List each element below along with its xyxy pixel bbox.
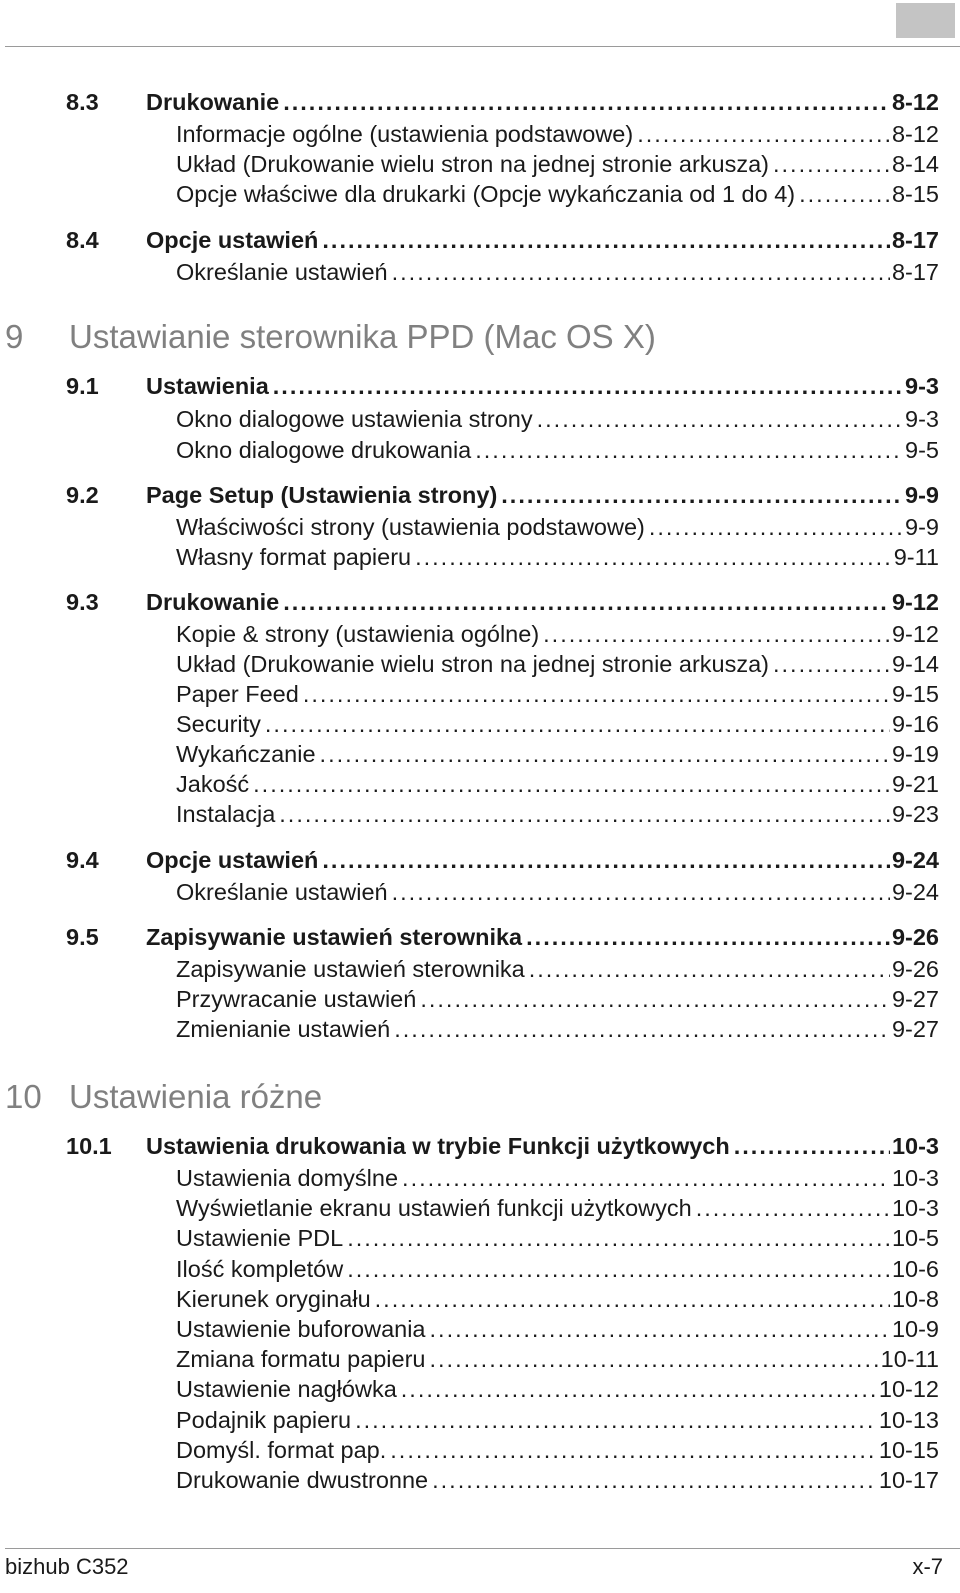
toc-entry[interactable] <box>176 741 939 768</box>
toc-section-9-1[interactable] <box>66 373 939 400</box>
section-title: Drukowanie <box>146 89 280 115</box>
entry-title: Jakość <box>176 771 250 797</box>
page-number: 9-5 <box>905 437 939 463</box>
page-number: 9-14 <box>891 651 939 677</box>
footer-product-name: bizhub C352 <box>5 1554 129 1579</box>
dot-leader <box>415 544 892 571</box>
toc-entry[interactable] <box>176 621 939 648</box>
page-number: 9-12 <box>891 589 939 615</box>
toc-entry[interactable] <box>176 1346 939 1373</box>
page-number: 9-27 <box>891 986 939 1012</box>
section-number: 8.4 <box>66 227 99 253</box>
chapter-title: Ustawienia różne <box>69 1078 323 1115</box>
page-number: 8-15 <box>891 181 939 207</box>
entry-title: Drukowanie dwustronne <box>176 1467 429 1493</box>
toc-entry[interactable] <box>176 711 939 738</box>
page-number: 9-19 <box>891 741 939 767</box>
dot-leader <box>430 1316 890 1343</box>
toc-entry[interactable] <box>176 986 939 1013</box>
page-number: 9-21 <box>891 771 939 797</box>
page-number: 10-15 <box>878 1437 939 1463</box>
toc-section-9-4[interactable] <box>66 847 939 874</box>
page-number: 8-14 <box>891 151 939 177</box>
page-number: 8-17 <box>891 227 939 253</box>
toc-section-9-5[interactable] <box>66 924 939 951</box>
toc-entry[interactable] <box>176 1016 939 1043</box>
entry-title: Kopie & strony (ustawienia ogólne) <box>176 621 540 647</box>
page-number: 9-24 <box>891 847 939 873</box>
dot-leader <box>322 847 890 874</box>
toc-entry[interactable] <box>176 1437 939 1464</box>
dot-leader <box>734 1133 890 1160</box>
chapter-title: Ustawianie sterownika PPD (Mac OS X) <box>69 318 656 355</box>
entry-title: Ustawienie buforowania <box>176 1316 426 1342</box>
section-title: Zapisywanie ustawień sterownika <box>146 924 523 950</box>
page-number: 10-13 <box>878 1407 939 1433</box>
entry-title: Kierunek oryginału <box>176 1286 371 1312</box>
entry-title: Ustawienie PDL <box>176 1225 344 1251</box>
toc-entry[interactable] <box>176 181 939 208</box>
entry-title: Zmiana formatu papieru <box>176 1346 426 1372</box>
entry-title: Informacje ogólne (ustawienia podstawowe) <box>176 121 634 147</box>
toc-entry[interactable] <box>176 801 939 828</box>
page-number: 9-9 <box>905 482 939 508</box>
dot-leader <box>283 589 890 616</box>
page-number: 9-3 <box>905 373 939 399</box>
toc-entry[interactable] <box>176 406 939 433</box>
page-number: 9-12 <box>891 621 939 647</box>
page-number: 9-3 <box>905 406 939 432</box>
page-number: 9-26 <box>891 924 939 950</box>
page-number: 9-23 <box>891 801 939 827</box>
page-number: 10-8 <box>891 1286 939 1312</box>
entry-title: Opcje właściwe dla drukarki (Opcje wykańczania od 1 do 4) <box>176 181 796 207</box>
section-number: 9.2 <box>66 482 99 508</box>
dot-leader <box>429 1346 878 1373</box>
entry-title: Okno dialogowe ustawienia strony <box>176 406 533 432</box>
toc-entry[interactable] <box>176 771 939 798</box>
dot-leader <box>322 227 890 254</box>
toc-entry[interactable] <box>176 514 939 541</box>
entry-title: Ustawienie nagłówka <box>176 1376 397 1402</box>
entry-title: Przywracanie ustawień <box>176 986 417 1012</box>
chapter-tab-marker <box>896 3 955 38</box>
chapter-10-heading[interactable] <box>5 1078 322 1116</box>
section-title: Ustawienia <box>146 373 269 399</box>
section-title: Page Setup (Ustawienia strony) <box>146 482 498 508</box>
dot-leader <box>773 651 890 678</box>
toc-entry[interactable] <box>176 151 939 178</box>
dot-leader <box>501 482 903 509</box>
dot-leader <box>394 1016 890 1043</box>
entry-title: Określanie ustawień <box>176 879 388 905</box>
toc-entry[interactable] <box>176 1467 939 1494</box>
page-number: 9-16 <box>891 711 939 737</box>
entry-title: Security <box>176 711 261 737</box>
dot-leader <box>265 711 890 738</box>
toc-entry[interactable] <box>176 1225 939 1252</box>
entry-title: Układ (Drukowanie wielu stron na jednej stronie arkusza) <box>176 651 769 677</box>
entry-title: Wykańczanie <box>176 741 316 767</box>
dot-leader <box>390 1437 877 1464</box>
dot-leader <box>355 1407 877 1434</box>
page-number: 10-17 <box>878 1467 939 1493</box>
footer-rule <box>5 1548 960 1549</box>
section-title: Ustawienia drukowania w trybie Funkcji użytkowych <box>146 1133 730 1159</box>
toc-entry[interactable] <box>176 681 939 708</box>
dot-leader <box>432 1467 877 1494</box>
section-title: Drukowanie <box>146 589 280 615</box>
section-number: 9.1 <box>66 373 99 399</box>
dot-leader <box>696 1195 890 1222</box>
toc-entry[interactable] <box>176 1316 939 1343</box>
entry-title: Domyśl. format pap. <box>176 1437 387 1463</box>
toc-entry[interactable] <box>176 1407 939 1434</box>
dot-leader <box>799 181 890 208</box>
page-number: 9-11 <box>893 544 939 570</box>
toc-section-9-3[interactable] <box>66 589 939 616</box>
entry-title: Instalacja <box>176 801 276 827</box>
dot-leader <box>637 121 890 148</box>
dot-leader <box>347 1225 890 1252</box>
toc-entry[interactable] <box>176 1195 939 1222</box>
section-number: 9.4 <box>66 847 99 873</box>
entry-title: Podajnik papieru <box>176 1407 352 1433</box>
section-number: 10.1 <box>66 1133 112 1159</box>
page-number: 10-12 <box>878 1376 939 1402</box>
toc-entry[interactable] <box>176 1256 939 1283</box>
dot-leader <box>402 1165 890 1192</box>
dot-leader <box>649 514 903 541</box>
page-number: 10-11 <box>880 1346 939 1372</box>
entry-title: Ustawienia domyślne <box>176 1165 399 1191</box>
dot-leader <box>303 681 890 708</box>
chapter-number: 10 <box>5 1078 42 1115</box>
footer-page-number: x-7 <box>912 1554 943 1579</box>
toc-entry[interactable] <box>176 1165 939 1192</box>
dot-leader <box>347 1256 890 1283</box>
toc-entry[interactable] <box>176 879 939 906</box>
section-title: Opcje ustawień <box>146 847 319 873</box>
entry-title: Zapisywanie ustawień sterownika <box>176 956 525 982</box>
dot-leader <box>279 801 890 828</box>
dot-leader <box>529 956 890 983</box>
toc-entry[interactable] <box>176 259 939 286</box>
entry-title: Własny format papieru <box>176 544 412 570</box>
page-number: 9-15 <box>891 681 939 707</box>
entry-title: Właściwości strony (ustawienia podstawowe) <box>176 514 645 540</box>
dot-leader <box>526 924 890 951</box>
dot-leader <box>773 151 890 178</box>
toc-section-8-4[interactable] <box>66 227 939 254</box>
dot-leader <box>420 986 890 1013</box>
toc-entry[interactable] <box>176 544 939 571</box>
dot-leader <box>375 1286 890 1313</box>
entry-title: Ilość kompletów <box>176 1256 344 1282</box>
dot-leader <box>392 259 890 286</box>
toc-entry[interactable] <box>176 437 939 464</box>
section-number: 9.5 <box>66 924 99 950</box>
toc-section-9-2[interactable] <box>66 482 939 509</box>
chapter-9-heading[interactable] <box>5 318 656 356</box>
dot-leader <box>253 771 890 798</box>
entry-title: Układ (Drukowanie wielu stron na jednej stronie arkusza) <box>176 151 769 177</box>
toc-section-8-3[interactable] <box>66 89 939 116</box>
toc-entry[interactable] <box>176 1286 939 1313</box>
dot-leader <box>401 1376 877 1403</box>
section-number: 8.3 <box>66 89 99 115</box>
page-number: 8-17 <box>891 259 939 285</box>
section-title: Opcje ustawień <box>146 227 319 253</box>
toc-section-10-1[interactable] <box>66 1133 939 1160</box>
toc-entry[interactable] <box>176 1376 939 1403</box>
entry-title: Określanie ustawień <box>176 259 388 285</box>
dot-leader <box>320 741 890 768</box>
dot-leader <box>475 437 903 464</box>
toc-entry[interactable] <box>176 121 939 148</box>
page-number: 10-6 <box>891 1256 939 1282</box>
dot-leader <box>273 373 903 400</box>
page-number: 9-9 <box>905 514 939 540</box>
page-number: 10-3 <box>891 1165 939 1191</box>
page-number: 10-9 <box>891 1316 939 1342</box>
dot-leader <box>537 406 903 433</box>
entry-title: Zmienianie ustawień <box>176 1016 391 1042</box>
toc-entry[interactable] <box>176 651 939 678</box>
page-number: 9-26 <box>891 956 939 982</box>
page-number: 8-12 <box>891 121 939 147</box>
page-number: 9-27 <box>891 1016 939 1042</box>
page-number: 8-12 <box>891 89 939 115</box>
entry-title: Okno dialogowe drukowania <box>176 437 472 463</box>
header-rule <box>5 46 960 47</box>
dot-leader <box>283 89 890 116</box>
chapter-number: 9 <box>5 318 24 355</box>
page-number: 10-5 <box>891 1225 939 1251</box>
entry-title: Wyświetlanie ekranu ustawień funkcji użytkowych <box>176 1195 692 1221</box>
section-number: 9.3 <box>66 589 99 615</box>
entry-title: Paper Feed <box>176 681 299 707</box>
dot-leader <box>543 621 890 648</box>
page-number: 9-24 <box>891 879 939 905</box>
dot-leader <box>392 879 890 906</box>
toc-entry[interactable] <box>176 956 939 983</box>
page-number: 10-3 <box>891 1133 939 1159</box>
page-number: 10-3 <box>891 1195 939 1221</box>
